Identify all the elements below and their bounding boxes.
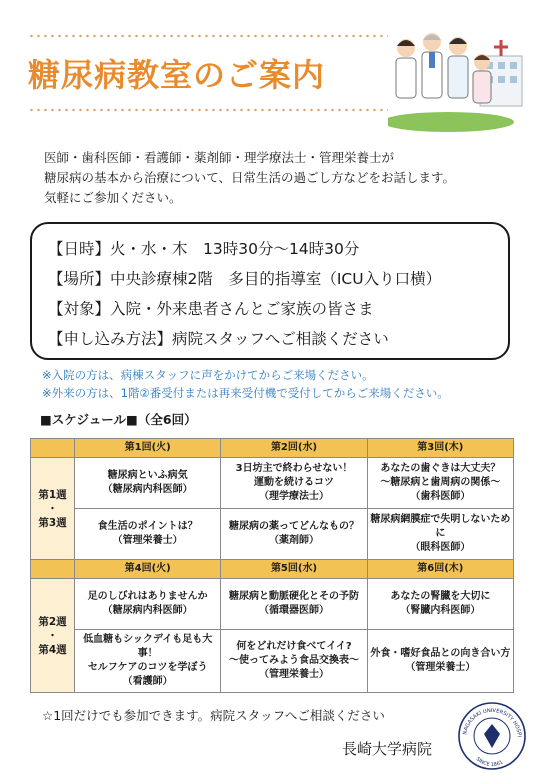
info-datetime: 【日時】火・水・木 13時30分～14時30分 — [48, 240, 360, 258]
schedule-row — [31, 458, 514, 509]
schedule-title: ■スケジュール■（全6回） — [40, 412, 197, 427]
session-header: 第4回(火) — [75, 560, 221, 579]
page-title: 糖尿病教室のご案内 — [28, 56, 326, 94]
intro-text — [44, 148, 514, 208]
session-header: 第2回(水) — [221, 439, 367, 458]
session-cell: 糖尿病の薬ってどんなもの？ （薬剤師） — [221, 509, 367, 560]
note-inpatient: ※入院の方は、病棟スタッフに声をかけてからご来場ください。 — [42, 368, 374, 382]
intro-line: 医師・歯科医師・看護師・薬剤師・理学療法士・管理栄養士が — [44, 150, 395, 165]
session-cell: あなたの腎臓を大切に （腎臓内科医師） — [367, 579, 513, 630]
intro-line: 糖尿病の基本から治療について、日常生活の過ごし方などをお話します。 — [44, 170, 456, 185]
session-cell: 低血糖もシックデイも足も大事！ セルフケアのコツを学ぼう （看護師） — [75, 630, 221, 693]
week-label: 第2週 ・ 第4週 — [31, 579, 75, 693]
schedule-table — [30, 438, 514, 693]
week-label: 第1週 ・ 第3週 — [31, 458, 75, 560]
schedule-corner — [31, 439, 75, 458]
hospital-name: 長崎大学病院 — [342, 740, 433, 758]
info-location: 【場所】中央診療棟2階 多目的指導室（ICU入り口横） — [48, 270, 442, 288]
session-cell: 何をどれだけ食べてイイ? ～使ってみよう食品交換表～ （管理栄養士） — [221, 630, 367, 693]
schedule-header-row — [31, 560, 514, 579]
session-header: 第5回(水) — [221, 560, 367, 579]
intro-line: 気軽にご参加ください。 — [44, 190, 182, 205]
dotted-border-top — [28, 34, 388, 38]
schedule-row — [31, 579, 514, 630]
footer-tip: ☆1回だけでも参加できます。病院スタッフへご相談ください — [42, 708, 385, 723]
session-cell: 食生活のポイントは？ （管理栄養士） — [75, 509, 221, 560]
session-cell: 糖尿病と動脈硬化とその予防 （循環器医師） — [221, 579, 367, 630]
note-outpatient: ※外来の方は、1階②番受付または再来受付機で受付してからご来場ください。 — [42, 386, 449, 400]
session-header: 第3回(木) — [367, 439, 513, 458]
session-cell: 外食・嗜好食品との向き合い方 （管理栄養士） — [367, 630, 513, 693]
session-cell: 足のしびれはありませんか （糖尿病内科医師） — [75, 579, 221, 630]
hospital-seal-logo — [456, 700, 528, 772]
notes — [42, 366, 449, 402]
schedule-header-row — [31, 439, 514, 458]
schedule-corner — [31, 560, 75, 579]
seal-text-bottom: SINCE 1861 — [474, 756, 504, 769]
session-cell: 3日坊主で終わらせない！ 運動を続けるコツ （理学療法士） — [221, 458, 367, 509]
session-cell: 糖尿病網膜症で失明しないために （眼科医師） — [367, 509, 513, 560]
dotted-border-bottom — [28, 108, 388, 112]
session-cell: 糖尿病といふ病気 （糖尿病内科医師） — [75, 458, 221, 509]
info-box — [30, 222, 510, 360]
session-header: 第6回(木) — [367, 560, 513, 579]
medical-staff-illustration — [388, 22, 524, 132]
schedule-row — [31, 509, 514, 560]
seal-text-top: NAGASAKI UNIVERSITY HOSPI — [462, 707, 522, 738]
schedule-row — [31, 630, 514, 693]
session-header: 第1回(火) — [75, 439, 221, 458]
info-audience: 【対象】入院・外来患者さんとご家族の皆さま — [48, 300, 374, 318]
info-application: 【申し込み方法】病院スタッフへご相談ください — [48, 330, 389, 348]
session-cell: あなたの歯ぐきは大丈夫？ ～糖尿病と歯周病の関係～ （歯科医師） — [367, 458, 513, 509]
